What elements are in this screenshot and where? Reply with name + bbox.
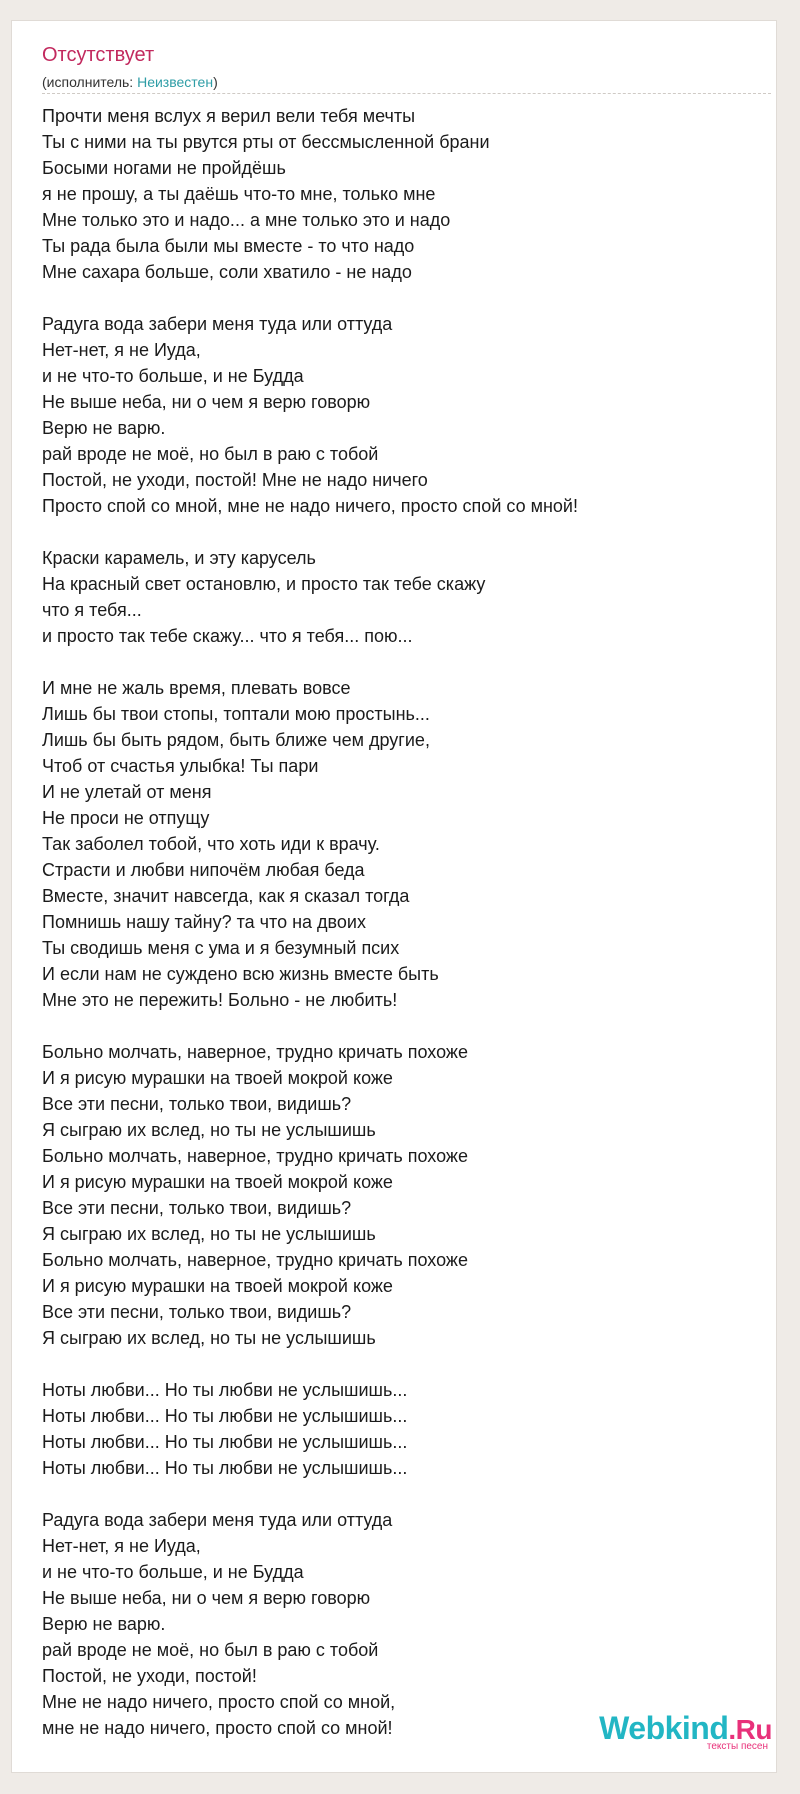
lyric-line: Ноты любви... Но ты любви не услышишь... <box>42 1432 408 1452</box>
lyric-line: Все эти песни, только твои, видишь? <box>42 1198 352 1218</box>
lyric-line: И если нам не суждено всю жизнь вместе быть <box>42 964 439 984</box>
lyric-line: и просто так тебе скажу... что я тебя... пою... <box>42 626 413 646</box>
song-title: Отсутствует <box>42 44 155 66</box>
lyric-line: Не выше неба, ни о чем я верю говорю <box>42 392 371 412</box>
lyric-line: Все эти песни, только твои, видишь? <box>42 1094 352 1114</box>
lyric-line: рай вроде не моё, но был в раю с тобой <box>42 1640 379 1660</box>
lyrics-stanza <box>42 545 762 649</box>
lyric-line: Я сыграю их вслед, но ты не услышишь <box>42 1224 376 1244</box>
lyric-line: Не выше неба, ни о чем я верю говорю <box>42 1588 371 1608</box>
lyric-line: Ноты любви... Но ты любви не услышишь... <box>42 1458 408 1478</box>
lyric-line: Верю не варю. <box>42 1614 166 1634</box>
lyrics-stanza <box>42 1039 762 1351</box>
lyric-line: Радуга вода забери меня туда или оттуда <box>42 1510 393 1530</box>
lyrics-stanza <box>42 1507 762 1741</box>
lyric-line: Ноты любви... Но ты любви не услышишь... <box>42 1380 408 1400</box>
logo-name: Webkind <box>599 1710 729 1746</box>
lyric-line: Постой, не уходи, постой! Мне не надо ничего <box>42 470 428 490</box>
lyric-line: И я рисую мурашки на твоей мокрой коже <box>42 1172 393 1192</box>
lyric-line: Постой, не уходи, постой! <box>42 1666 257 1686</box>
artist-link[interactable]: Неизвестен <box>137 74 214 90</box>
lyric-line: Краски карамель, и эту карусель <box>42 548 316 568</box>
lyric-line: Страсти и любви нипочём любая беда <box>42 860 365 880</box>
lyric-line: Лишь бы быть рядом, быть ближе чем другие, <box>42 730 430 750</box>
lyric-line: Просто спой со мной, мне не надо ничего, просто спой со мной! <box>42 496 578 516</box>
lyrics-stanza <box>42 675 762 1013</box>
lyric-line: Я сыграю их вслед, но ты не услышишь <box>42 1328 376 1348</box>
lyrics-body <box>42 103 762 1767</box>
lyrics-stanza <box>42 1377 762 1481</box>
lyric-line: и не что-то больше, и не Будда <box>42 366 304 386</box>
lyric-line: Прочти меня вслух я верил вели тебя мечты <box>42 106 416 126</box>
logo-tagline: тексты песен <box>706 1741 768 1752</box>
lyric-line: Помнишь нашу тайну? та что на двоих <box>42 912 366 932</box>
lyric-line: Босыми ногами не пройдёшь <box>42 158 286 178</box>
lyric-line: и не что-то больше, и не Будда <box>42 1562 304 1582</box>
lyric-line: Лишь бы твои стопы, топтали мою простынь... <box>42 704 430 724</box>
artist-line <box>42 73 218 91</box>
lyric-line: Не проси не отпущу <box>42 808 210 828</box>
lyric-line: И не улетай от меня <box>42 782 212 802</box>
lyric-line: Верю не варю. <box>42 418 166 438</box>
logo-tld: .Ru <box>728 1714 772 1745</box>
lyric-line: Мне сахара больше, соли хватило - не надо <box>42 262 412 282</box>
lyric-line: Больно молчать, наверное, трудно кричать похоже <box>42 1042 468 1062</box>
lyric-line: Нет-нет, я не Иуда, <box>42 340 201 360</box>
lyrics-stanza <box>42 311 762 519</box>
lyric-line: Так заболел тобой, что хоть иди к врачу. <box>42 834 380 854</box>
lyric-line: Больно молчать, наверное, трудно кричать похоже <box>42 1250 468 1270</box>
lyric-line: рай вроде не моё, но был в раю с тобой <box>42 444 379 464</box>
lyric-line: я не прошу, а ты даёшь что-то мне, только мне <box>42 184 436 204</box>
lyric-line: Больно молчать, наверное, трудно кричать похоже <box>42 1146 468 1166</box>
site-logo[interactable] <box>599 1712 772 1752</box>
lyric-line: И мне не жаль время, плевать вовсе <box>42 678 351 698</box>
lyric-line: что я тебя... <box>42 600 142 620</box>
lyric-line: Нет-нет, я не Иуда, <box>42 1536 201 1556</box>
lyric-line: Ты сводишь меня с ума и я безумный псих <box>42 938 400 958</box>
lyric-line: И я рисую мурашки на твоей мокрой коже <box>42 1276 393 1296</box>
artist-prefix: (исполнитель: <box>42 74 138 90</box>
lyric-line: Мне только это и надо... а мне только это и надо <box>42 210 451 230</box>
lyric-line: Ноты любви... Но ты любви не услышишь... <box>42 1406 408 1426</box>
logo-wordmark <box>599 1712 772 1744</box>
artist-suffix: ) <box>213 74 218 90</box>
lyric-line: мне не надо ничего, просто спой со мной! <box>42 1718 393 1738</box>
lyric-line: Ты с ними на ты рвутся рты от бессмысленной брани <box>42 132 490 152</box>
lyric-line: На красный свет остановлю, и просто так тебе скажу <box>42 574 486 594</box>
lyrics-stanza <box>42 103 762 285</box>
lyric-line: И я рисую мурашки на твоей мокрой коже <box>42 1068 393 1088</box>
lyric-line: Я сыграю их вслед, но ты не услышишь <box>42 1120 376 1140</box>
lyric-line: Радуга вода забери меня туда или оттуда <box>42 314 393 334</box>
lyric-line: Чтоб от счастья улыбка! Ты пари <box>42 756 319 776</box>
title-divider <box>42 93 771 94</box>
lyric-line: Мне это не пережить! Больно - не любить! <box>42 990 398 1010</box>
lyric-line: Вместе, значит навсегда, как я сказал тогда <box>42 886 410 906</box>
lyric-line: Все эти песни, только твои, видишь? <box>42 1302 352 1322</box>
lyric-line: Мне не надо ничего, просто спой со мной, <box>42 1692 396 1712</box>
lyric-line: Ты рада была были мы вместе - то что надо <box>42 236 415 256</box>
song-card <box>11 20 777 1773</box>
